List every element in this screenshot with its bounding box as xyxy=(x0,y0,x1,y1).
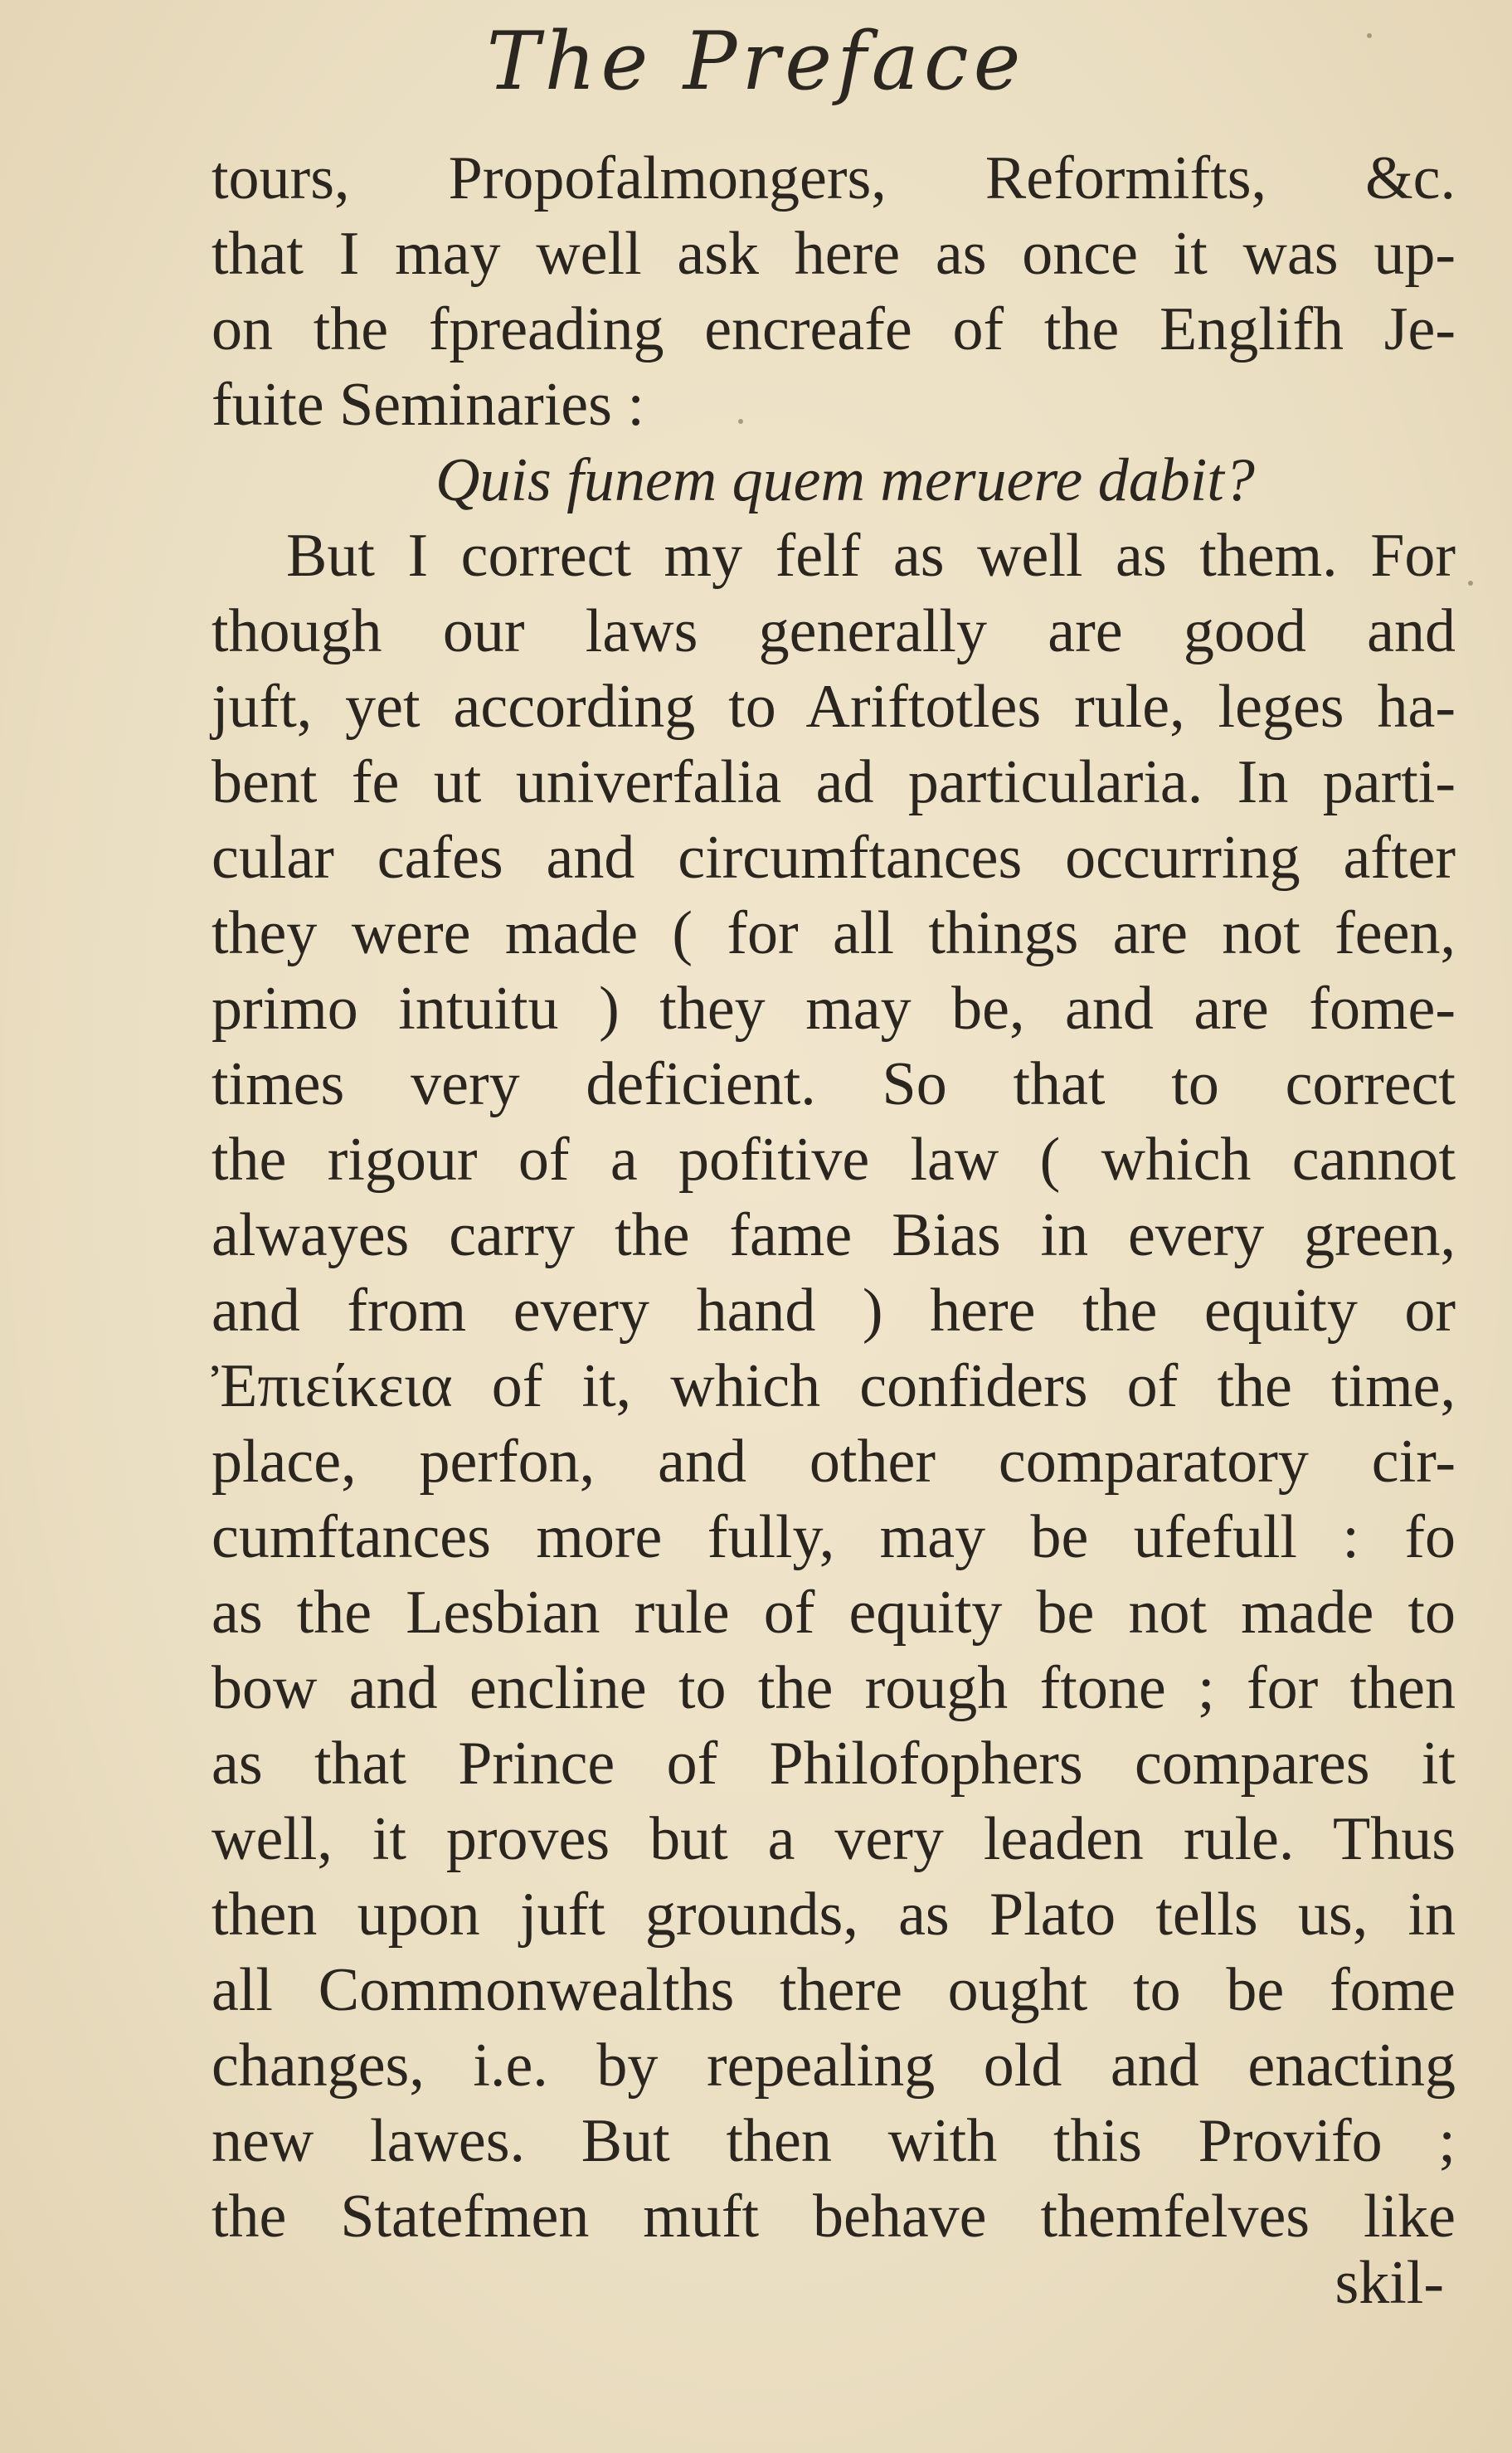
text-line: primo intuitu ) they may be, and are fome- xyxy=(211,975,1456,1043)
text-line: and from every hand ) here the equity or xyxy=(211,1277,1456,1345)
text-line: the Statefmen muft behave themfelves like xyxy=(211,2183,1456,2251)
text-line: bent fe ut univerfalia ad particularia. In parti- xyxy=(211,748,1456,816)
text-line: changes, i.e. by repealing old and enacting xyxy=(211,2032,1456,2100)
latin-quotation: Quis funem quem meruere dabit? xyxy=(435,446,1255,514)
text-line: place, perfon, and other comparatory cir- xyxy=(211,1428,1456,1496)
text-line: fuite Seminaries : xyxy=(211,371,644,439)
text-line: alwayes carry the fame Bias in every green, xyxy=(211,1201,1456,1269)
text-line: though our laws generally are good and xyxy=(211,597,1456,665)
paper-speck xyxy=(738,419,743,424)
paper-speck xyxy=(1367,33,1372,38)
text-line: times very deficient. So that to correct xyxy=(211,1050,1456,1118)
text-line: that I may well ask here as once it was up- xyxy=(211,220,1456,288)
text-line: cumftances more fully, may be ufefull : fo xyxy=(211,1503,1456,1571)
text-line: tours, Propofalmongers, Reformifts, &c. xyxy=(211,144,1456,212)
text-line: as the Lesbian rule of equity be not made to xyxy=(211,1579,1456,1647)
text-line: well, it proves but a very leaden rule. Thus xyxy=(211,1805,1456,1873)
paper-speck xyxy=(1468,581,1473,586)
text-line: juft, yet according to Ariftotles rule, leges ha- xyxy=(211,673,1456,741)
text-line: new lawes. But then with this Provifo ; xyxy=(211,2107,1456,2175)
text-line: as that Prince of Philofophers compares it xyxy=(211,1730,1456,1798)
text-line: cular cafes and circumftances occurring after xyxy=(211,824,1456,892)
text-line: bow and encline to the rough ftone ; for then xyxy=(211,1654,1456,1722)
catchword: skil- xyxy=(1335,2249,1444,2317)
text-line: they were made ( for all things are not feen, xyxy=(211,899,1456,967)
text-line: all Commonwealths there ought to be fome xyxy=(211,1956,1456,2024)
text-line: then upon juft grounds, as Plato tells us, in xyxy=(211,1881,1456,1949)
body-text xyxy=(211,141,1456,2255)
text-line: on the fpreading encreafe of the Englifh Je- xyxy=(211,295,1456,363)
running-head: The Preface xyxy=(486,15,1026,108)
text-line: the rigour of a pofitive law ( which cannot xyxy=(211,1126,1456,1194)
text-line: But I correct my felf as well as them. For xyxy=(286,522,1456,590)
text-line: Ἐπιείκεια of it, which confiders of the time, xyxy=(211,1352,1456,1420)
